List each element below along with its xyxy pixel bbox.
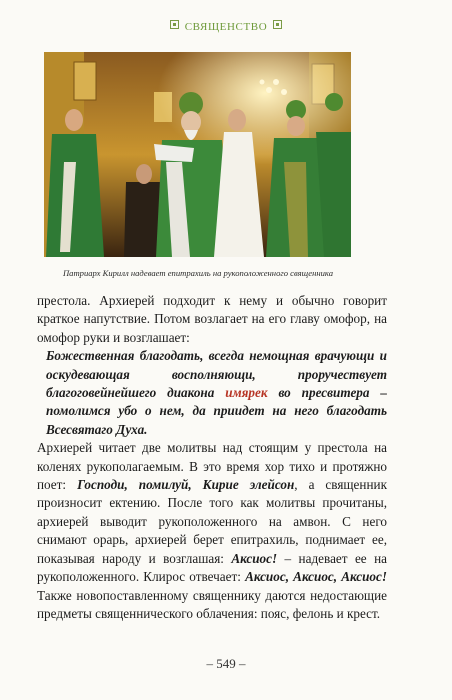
running-header xyxy=(0,20,452,33)
page-number: – 549 – xyxy=(206,656,246,671)
paragraph-text: , а священник произносит ектению. После того как молитвы прочитаны, архиерей выводит рукоположенного на амвон. С него снимают орарь, архиерей берет епитрахиль, поднимает ее, показывая народу и возглашая: xyxy=(37,477,387,566)
photo-illustration xyxy=(44,52,351,257)
paragraph-text: – надевает ее на рукоположенного. Клирос отвечает: xyxy=(37,550,387,585)
acclamation-text: Аксиос, Аксиос, Аксиос! xyxy=(245,569,387,585)
paragraph-text: Архиерей читает две молитвы над стоящим у престола на коленях рукополагаемым. В это время хор тихо и протяжно поет: xyxy=(37,440,387,493)
quote-name-placeholder: имярек xyxy=(225,385,268,401)
acclamation-text: Аксиос! xyxy=(231,550,278,566)
paragraph-text: Также новопоставленному священнику даются недостающие предметы священнического облачения: пояс, фелонь и крест. xyxy=(37,587,387,621)
prayer-quote xyxy=(46,347,387,439)
photograph xyxy=(44,52,351,257)
paragraph xyxy=(37,439,387,623)
quote-text: Божественная благодать, всегда немощная врачующи и оскудевающая восполняющи, проручествует благоговейнейшего диакона xyxy=(46,348,387,401)
quote-text: во пресвитера – помолимся убо о нем, да приидет на него благодать Всесвятаго Духа. xyxy=(46,385,387,437)
running-header-title: СВЯЩЕНСТВО xyxy=(184,21,268,33)
photo-caption: Патриарх Кирилл надевает епитрахиль на рукоположенного священника xyxy=(62,268,334,278)
body-text xyxy=(37,292,387,623)
paragraph: престола. Архиерей подходит к нему и обычно говорит краткое напутствие. Потом возлагает на его главу омофор, на омофор руки и возглашает: xyxy=(37,293,387,345)
ornament-icon xyxy=(170,20,179,29)
ornament-icon xyxy=(273,20,282,29)
chant-text: Господи, помилуй, Кирие элейсон xyxy=(77,477,295,493)
